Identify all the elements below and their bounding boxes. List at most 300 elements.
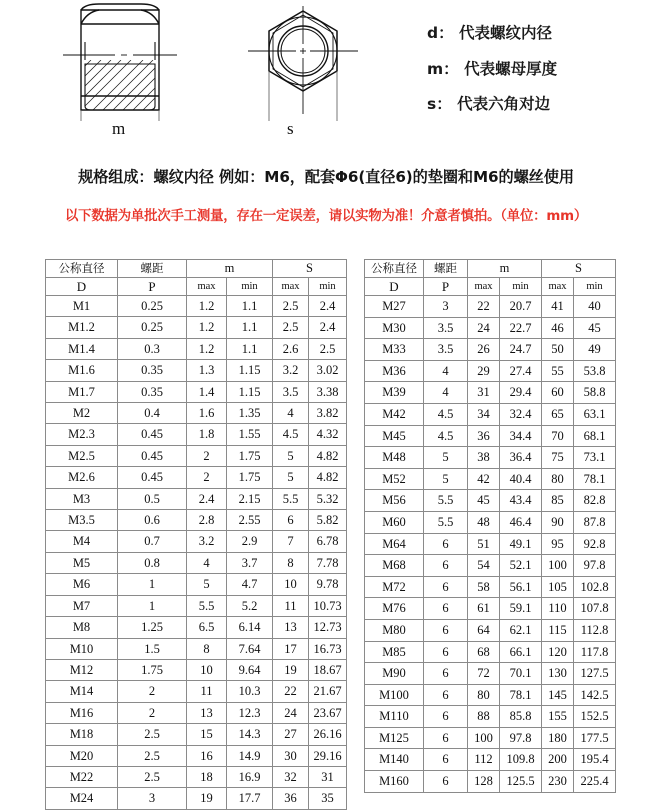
cell-diameter: M16 (46, 702, 118, 723)
cell-value: 46.4 (500, 511, 542, 533)
table-row (46, 296, 347, 317)
spec-composition-text: 规格组成：螺纹内径 例如：M6，配套Φ6(直径6)的垫圈和M6的螺丝使用 (78, 168, 574, 186)
cell-value: 0.45 (118, 467, 187, 488)
cell-value: 70 (542, 425, 574, 447)
cell-value: 3.82 (309, 403, 347, 424)
cell-value: 49 (574, 339, 616, 361)
cell-value: 17 (273, 638, 309, 659)
cell-value: 11 (187, 681, 227, 702)
cell-value: 8 (273, 552, 309, 573)
cell-value: 5.5 (273, 488, 309, 509)
cell-value: 40 (574, 296, 616, 318)
cell-value: 3.5 (424, 317, 468, 339)
table-row (365, 425, 616, 447)
cell-value: 52.1 (500, 555, 542, 577)
table-row (365, 382, 616, 404)
cell-value: 1.75 (118, 659, 187, 680)
cell-value: 34 (468, 403, 500, 425)
cell-value: 20.7 (500, 296, 542, 318)
cell-diameter: M45 (365, 425, 424, 447)
cell-value: 65 (542, 403, 574, 425)
cell-value: 43.4 (500, 490, 542, 512)
cell-value: 145 (542, 684, 574, 706)
table-row (365, 555, 616, 577)
cell-diameter: M125 (365, 727, 424, 749)
cell-value: 230 (542, 771, 574, 793)
cell-value: 100 (542, 555, 574, 577)
cell-value: 5.32 (309, 488, 347, 509)
cell-value: 63.1 (574, 403, 616, 425)
cell-value: 0.45 (118, 445, 187, 466)
cell-value: 34.4 (500, 425, 542, 447)
cell-value: 109.8 (500, 749, 542, 771)
cell-diameter: M12 (46, 659, 118, 680)
cell-value: 85.8 (500, 706, 542, 728)
cell-value: 6 (424, 663, 468, 685)
cell-value: 0.5 (118, 488, 187, 509)
cell-diameter: M10 (46, 638, 118, 659)
cell-value: 59.1 (500, 598, 542, 620)
cell-value: 195.4 (574, 749, 616, 771)
cell-diameter: M2.5 (46, 445, 118, 466)
cell-diameter: M2.3 (46, 424, 118, 445)
cell-value: 97.8 (500, 727, 542, 749)
cell-value: 80 (468, 684, 500, 706)
cell-value: 14.3 (227, 724, 273, 745)
table-row (365, 511, 616, 533)
cell-value: 4 (187, 552, 227, 573)
cell-value: 115 (542, 619, 574, 641)
legend-item-m (427, 59, 642, 78)
spec-table-right-body (365, 296, 616, 793)
cell-value: 155 (542, 706, 574, 728)
cell-value: 6.14 (227, 617, 273, 638)
legend-text-d: 代表螺纹内径 (459, 24, 553, 42)
table-row (46, 659, 347, 680)
cell-value: 27.4 (500, 360, 542, 382)
cell-value: 6 (424, 727, 468, 749)
cell-value: 1.1 (227, 338, 273, 359)
hex-nut-top-view (228, 2, 378, 122)
cell-value: 5 (273, 445, 309, 466)
cell-value: 2.9 (227, 531, 273, 552)
cell-value: 21.67 (309, 681, 347, 702)
cell-value: 0.6 (118, 510, 187, 531)
cell-diameter: M5 (46, 552, 118, 573)
cell-value: 58.8 (574, 382, 616, 404)
cell-value: 3.5 (273, 381, 309, 402)
cell-value: 68 (468, 641, 500, 663)
cell-value: 3.02 (309, 360, 347, 381)
table-row (365, 598, 616, 620)
cell-value: 100 (468, 727, 500, 749)
cell-value: 60 (542, 382, 574, 404)
cell-value: 6 (424, 641, 468, 663)
cell-value: 1.6 (187, 403, 227, 424)
cell-value: 78.1 (500, 684, 542, 706)
cell-value: 13 (273, 617, 309, 638)
table-row (365, 403, 616, 425)
cell-value: 1.75 (227, 445, 273, 466)
cell-diameter: M7 (46, 595, 118, 616)
cell-value: 54 (468, 555, 500, 577)
cell-value: 31 (309, 766, 347, 787)
cell-value: 2 (187, 467, 227, 488)
table-row (365, 684, 616, 706)
cell-diameter: M33 (365, 339, 424, 361)
cell-value: 117.8 (574, 641, 616, 663)
table-row (46, 766, 347, 787)
cell-value: 14.9 (227, 745, 273, 766)
cell-diameter: M56 (365, 490, 424, 512)
table-row (46, 445, 347, 466)
cell-value: 58 (468, 576, 500, 598)
cell-value: 29 (468, 360, 500, 382)
spec-table-left-body (46, 296, 347, 810)
legend-text-m: 代表螺母厚度 (464, 59, 558, 78)
cell-value: 2.8 (187, 510, 227, 531)
header-s-max: max (542, 278, 574, 296)
table-row (365, 706, 616, 728)
cell-value: 110 (542, 598, 574, 620)
cell-value: 1.25 (118, 617, 187, 638)
cell-value: 2 (118, 702, 187, 723)
cell-value: 24.7 (500, 339, 542, 361)
legend-key-m: m： (427, 59, 459, 78)
cell-value: 19 (187, 788, 227, 809)
cell-value: 75 (542, 447, 574, 469)
cell-value: 3 (424, 296, 468, 318)
cell-value: 92.8 (574, 533, 616, 555)
cell-value: 82.8 (574, 490, 616, 512)
table-row (365, 749, 616, 771)
cell-value: 49.1 (500, 533, 542, 555)
cell-value: 5 (187, 574, 227, 595)
cell-value: 0.25 (118, 317, 187, 338)
cell-value: 1.2 (187, 296, 227, 317)
table-row (46, 552, 347, 573)
cell-value: 102.8 (574, 576, 616, 598)
cell-value: 3 (118, 788, 187, 809)
cell-value: 5.5 (424, 511, 468, 533)
cell-value: 3.2 (187, 531, 227, 552)
cell-value: 45 (468, 490, 500, 512)
cell-value: 3.5 (424, 339, 468, 361)
cell-value: 2.5 (309, 338, 347, 359)
header-pitch-cn: 螺距 (118, 260, 187, 278)
cell-value: 7 (273, 531, 309, 552)
cell-value: 1.55 (227, 424, 273, 445)
cell-diameter: M1 (46, 296, 118, 317)
cell-value: 1.2 (187, 317, 227, 338)
cell-value: 35 (309, 788, 347, 809)
cell-value: 5.82 (309, 510, 347, 531)
cell-diameter: M20 (46, 745, 118, 766)
cell-value: 32.4 (500, 403, 542, 425)
cell-value: 6 (424, 555, 468, 577)
cell-value: 6 (273, 510, 309, 531)
cell-value: 72 (468, 663, 500, 685)
cell-value: 32 (273, 766, 309, 787)
cell-value: 5.2 (227, 595, 273, 616)
cell-value: 4.7 (227, 574, 273, 595)
cell-value: 18.67 (309, 659, 347, 680)
table-row (365, 360, 616, 382)
cell-value: 38 (468, 447, 500, 469)
cell-value: 12.73 (309, 617, 347, 638)
cell-value: 8 (187, 638, 227, 659)
table-row (365, 296, 616, 318)
cell-value: 29.4 (500, 382, 542, 404)
cell-value: 130 (542, 663, 574, 685)
table-row (46, 338, 347, 359)
table-row (365, 468, 616, 490)
legend-key-s: s： (427, 95, 452, 113)
cell-value: 27 (273, 724, 309, 745)
cell-value: 61 (468, 598, 500, 620)
cell-value: 1.15 (227, 381, 273, 402)
cell-diameter: M42 (365, 403, 424, 425)
cell-value: 107.8 (574, 598, 616, 620)
cell-value: 1.35 (227, 403, 273, 424)
cell-value: 88 (468, 706, 500, 728)
cell-value: 10.3 (227, 681, 273, 702)
table-row (46, 381, 347, 402)
table-row (365, 727, 616, 749)
cell-value: 177.5 (574, 727, 616, 749)
cell-diameter: M1.4 (46, 338, 118, 359)
cell-value: 6 (424, 771, 468, 793)
cell-value: 36 (468, 425, 500, 447)
cell-value: 1 (118, 574, 187, 595)
cell-value: 0.8 (118, 552, 187, 573)
header-m-max: max (468, 278, 500, 296)
cell-value: 45 (574, 317, 616, 339)
header-m: m (468, 260, 542, 278)
cell-diameter: M1.2 (46, 317, 118, 338)
table-row (365, 641, 616, 663)
cell-value: 23.67 (309, 702, 347, 723)
cell-value: 30 (273, 745, 309, 766)
cell-value: 112.8 (574, 619, 616, 641)
header-diameter-cn: 公称直径 (46, 260, 118, 278)
table-row (365, 490, 616, 512)
cell-value: 152.5 (574, 706, 616, 728)
cell-value: 3.7 (227, 552, 273, 573)
cell-value: 128 (468, 771, 500, 793)
cell-value: 80 (542, 468, 574, 490)
cell-value: 10 (187, 659, 227, 680)
cell-value: 2.5 (273, 296, 309, 317)
cell-value: 12.3 (227, 702, 273, 723)
cell-value: 62.1 (500, 619, 542, 641)
cell-value: 22.7 (500, 317, 542, 339)
legend-item-s (427, 97, 642, 113)
header-diameter-symbol: D (46, 278, 118, 296)
header-s-max: max (273, 278, 309, 296)
cell-value: 0.45 (118, 424, 187, 445)
cell-value: 2.5 (118, 745, 187, 766)
cell-value: 2 (187, 445, 227, 466)
cell-value: 125.5 (500, 771, 542, 793)
header-s-min: min (574, 278, 616, 296)
cell-value: 78.1 (574, 468, 616, 490)
cell-value: 1.2 (187, 338, 227, 359)
header-pitch-cn: 螺距 (424, 260, 468, 278)
cell-value: 15 (187, 724, 227, 745)
table-row (46, 702, 347, 723)
table-row (46, 617, 347, 638)
header-s: S (542, 260, 616, 278)
header-s-min: min (309, 278, 347, 296)
table-row (46, 510, 347, 531)
cell-diameter: M18 (46, 724, 118, 745)
cell-value: 3.2 (273, 360, 309, 381)
cell-diameter: M85 (365, 641, 424, 663)
cell-value: 48 (468, 511, 500, 533)
cell-value: 55 (542, 360, 574, 382)
cell-diameter: M36 (365, 360, 424, 382)
cell-value: 4.5 (273, 424, 309, 445)
table-row (46, 467, 347, 488)
cell-value: 5 (273, 467, 309, 488)
cell-value: 9.64 (227, 659, 273, 680)
cell-diameter: M27 (365, 296, 424, 318)
cell-value: 200 (542, 749, 574, 771)
dimension-label-m: m (112, 119, 126, 138)
cell-value: 6 (424, 706, 468, 728)
table-row (365, 447, 616, 469)
cell-value: 36.4 (500, 447, 542, 469)
header-m: m (187, 260, 273, 278)
cell-diameter: M22 (46, 766, 118, 787)
cell-value: 120 (542, 641, 574, 663)
cell-value: 1.8 (187, 424, 227, 445)
cell-value: 90 (542, 511, 574, 533)
cell-value: 51 (468, 533, 500, 555)
legend (427, 26, 642, 133)
cell-value: 11 (273, 595, 309, 616)
cell-diameter: M140 (365, 749, 424, 771)
header-m-min: min (227, 278, 273, 296)
cell-value: 112 (468, 749, 500, 771)
cell-value: 1.75 (227, 467, 273, 488)
cell-value: 40.4 (500, 468, 542, 490)
legend-text-s: 代表六角对边 (457, 95, 551, 113)
cell-value: 53.8 (574, 360, 616, 382)
cell-value: 6 (424, 684, 468, 706)
cell-value: 180 (542, 727, 574, 749)
cell-value: 16.9 (227, 766, 273, 787)
cell-diameter: M3.5 (46, 510, 118, 531)
cell-value: 29.16 (309, 745, 347, 766)
cell-diameter: M39 (365, 382, 424, 404)
cell-value: 16.73 (309, 638, 347, 659)
header-m-max: max (187, 278, 227, 296)
cell-value: 1.4 (187, 381, 227, 402)
cell-value: 4.82 (309, 467, 347, 488)
cell-value: 6.78 (309, 531, 347, 552)
cell-value: 4.82 (309, 445, 347, 466)
cell-value: 46 (542, 317, 574, 339)
cell-value: 1.1 (227, 317, 273, 338)
cell-diameter: M1.7 (46, 381, 118, 402)
cell-value: 6 (424, 533, 468, 555)
cell-value: 4.5 (424, 403, 468, 425)
cell-value: 127.5 (574, 663, 616, 685)
cell-value: 0.35 (118, 360, 187, 381)
cell-value: 66.1 (500, 641, 542, 663)
cell-value: 0.35 (118, 381, 187, 402)
cell-value: 0.3 (118, 338, 187, 359)
cell-value: 4 (424, 360, 468, 382)
table-row (365, 771, 616, 793)
cell-diameter: M110 (365, 706, 424, 728)
cell-value: 2.5 (118, 724, 187, 745)
dimension-label-s: s (287, 119, 295, 138)
table-row (46, 531, 347, 552)
header-s: S (273, 260, 347, 278)
cell-value: 6.5 (187, 617, 227, 638)
cell-value: 50 (542, 339, 574, 361)
cell-value: 4.32 (309, 424, 347, 445)
cell-value: 2.5 (273, 317, 309, 338)
cell-value: 5.5 (424, 490, 468, 512)
table-row (46, 403, 347, 424)
cell-value: 5.5 (187, 595, 227, 616)
table-row (365, 663, 616, 685)
header-pitch-symbol: P (118, 278, 187, 296)
cell-value: 56.1 (500, 576, 542, 598)
cell-value: 0.7 (118, 531, 187, 552)
cell-value: 2.4 (309, 317, 347, 338)
cell-value: 142.5 (574, 684, 616, 706)
cell-diameter: M80 (365, 619, 424, 641)
spec-table-left (45, 259, 347, 810)
table-row (46, 788, 347, 809)
header-m-min: min (500, 278, 542, 296)
cell-diameter: M8 (46, 617, 118, 638)
cell-value: 24 (468, 317, 500, 339)
cell-value: 41 (542, 296, 574, 318)
cell-diameter: M48 (365, 447, 424, 469)
cell-diameter: M24 (46, 788, 118, 809)
cell-value: 70.1 (500, 663, 542, 685)
cell-value: 4 (273, 403, 309, 424)
table-row (46, 574, 347, 595)
table-row (365, 576, 616, 598)
cell-value: 87.8 (574, 511, 616, 533)
cell-value: 24 (273, 702, 309, 723)
cell-value: 2.15 (227, 488, 273, 509)
cell-value: 26 (468, 339, 500, 361)
cell-value: 7.78 (309, 552, 347, 573)
cell-value: 6 (424, 749, 468, 771)
cell-value: 0.4 (118, 403, 187, 424)
cell-value: 1.5 (118, 638, 187, 659)
cell-diameter: M64 (365, 533, 424, 555)
cell-diameter: M100 (365, 684, 424, 706)
table-row (365, 317, 616, 339)
cell-value: 1.1 (227, 296, 273, 317)
cell-value: 13 (187, 702, 227, 723)
cell-diameter: M60 (365, 511, 424, 533)
cell-value: 1.3 (187, 360, 227, 381)
cell-value: 2 (118, 681, 187, 702)
cell-value: 1 (118, 595, 187, 616)
header-diameter-symbol: D (365, 278, 424, 296)
cell-diameter: M1.6 (46, 360, 118, 381)
